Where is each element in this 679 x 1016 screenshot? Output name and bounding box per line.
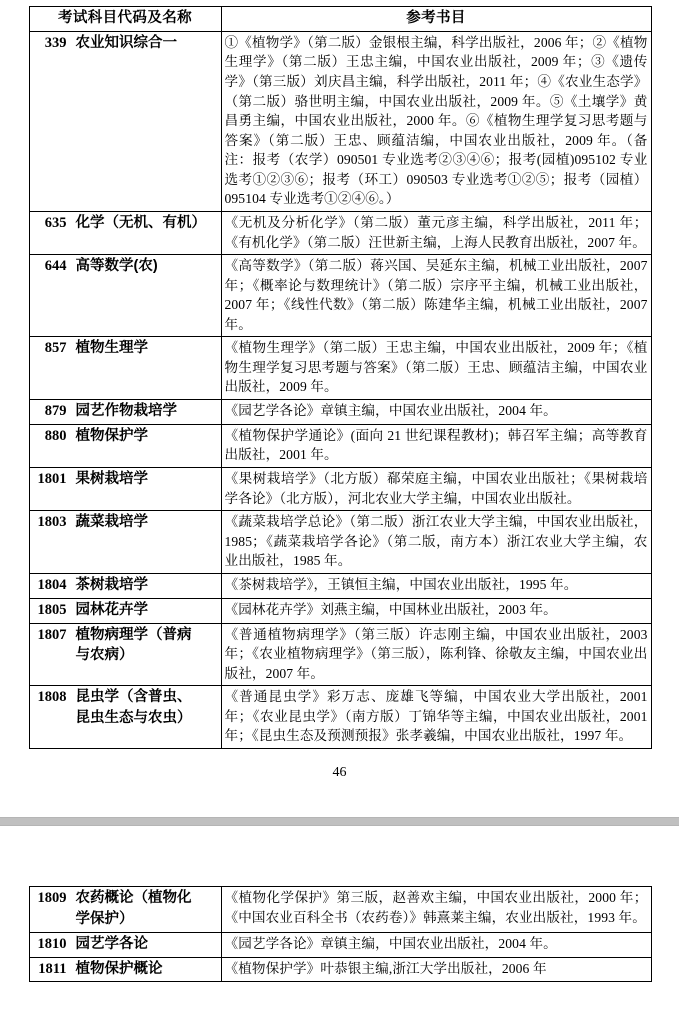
exam-subjects-table-bottom [29, 886, 652, 983]
subject-code-name-cell [29, 932, 221, 957]
subject-name [76, 625, 192, 667]
subject-code: 1810 [37, 935, 67, 952]
subject-code: 1807 [37, 626, 67, 643]
table-row [29, 211, 651, 254]
subject-name-line: 学保护） [75, 910, 134, 927]
subject-code: 879 [44, 403, 67, 419]
subject-code-name-cell [29, 211, 221, 254]
subject-name-line: 植物保护概论 [75, 960, 163, 977]
subject-name-line: 植物保护学 [75, 427, 148, 444]
reference-books-cell: 《无机及分析化学》（第二版）董元彦主编，科学出版社，2011 年；《有机化学》（第二版）汪世新主编，上海人民教育出版社，2007 年。 [221, 211, 651, 254]
top-table-wrapper [29, 6, 651, 749]
subject-name [76, 512, 149, 533]
subject-code: 1808 [37, 689, 67, 706]
subject-code: 644 [44, 258, 67, 275]
table-row [29, 255, 651, 337]
reference-books-cell: 《园林花卉学》刘燕主编，中国林业出版社，2003 年。 [221, 598, 651, 623]
table-row [29, 623, 651, 686]
subject-name-line: 茶树栽培学 [75, 576, 148, 593]
subject-code: 1809 [37, 889, 67, 906]
reference-books-cell: 《高等数学》（第二版）蒋兴国、吴延东主编，机械工业出版社，2007 年；《概率论与数理统计》（第二版）宗序平主编，机械工业出版社，2007 年；《线性代数》（第二版）陈建华主编，机械工业出版社，2007 年。 [221, 255, 651, 337]
table-row [29, 337, 651, 400]
subject-name-line: 高等数学(农) [75, 258, 158, 275]
subject-name-line: 农业知识综合一 [75, 34, 177, 51]
header-reference-books: 参考书目 [221, 7, 651, 32]
reference-books-cell: 《园艺学各论》章镇主编，中国农业出版社，2004 年。 [221, 932, 651, 957]
subject-name [76, 213, 207, 234]
reference-books-cell: 《果树栽培学》（北方版）郗荣庭主编，中国农业出版社；《果树栽培学各论》（北方版），河北农业大学主编，中国农业出版社。 [221, 468, 651, 511]
subject-name-line: 园艺作物栽培学 [75, 403, 177, 419]
header-subject-code-name: 考试科目代码及名称 [29, 7, 221, 32]
subject-code: 857 [44, 340, 67, 357]
exam-subjects-table-top [29, 6, 652, 749]
subject-name-line: 植物生理学 [75, 340, 148, 357]
table-body [29, 31, 651, 748]
table-row [29, 424, 651, 467]
subject-name [76, 401, 178, 422]
page-separator-bar [0, 817, 679, 826]
subject-name [76, 888, 192, 930]
subject-name [76, 33, 178, 54]
subject-code-name-cell [29, 686, 221, 749]
table-row [29, 932, 651, 957]
subject-code: 1801 [37, 471, 67, 487]
reference-books-cell: 《普通昆虫学》彩万志、庞雄飞等编，中国农业大学出版社，2001 年；《农业昆虫学》（南方版）丁锦华等主编，中国农业出版社，2001 年；《昆虫生态及预测预报》张孝羲编，中国农业出版社，1997 年。 [221, 686, 651, 749]
subject-name-line: 蔬菜栽培学 [75, 514, 148, 531]
subject-code-name-cell [29, 468, 221, 511]
subject-code: 635 [44, 214, 67, 231]
reference-books-cell: 《茶树栽培学》，王镇恒主编，中国农业出版社，1995 年。 [221, 573, 651, 598]
reference-books-cell: 《蔬菜栽培学总论》（第二版）浙江农业大学主编，中国农业出版社，1985；《蔬菜栽培学各论》（第二版，南方本）浙江农业大学主编，农业出版社，1985 年。 [221, 511, 651, 574]
page-bottom-margin [0, 781, 679, 817]
document-page-47 [0, 886, 679, 983]
subject-name-line: 园艺学各论 [75, 935, 148, 952]
table-row [29, 31, 651, 211]
reference-books-cell: 《植物生理学》（第二版）王忠主编，中国农业出版社，2009 年；《植物生理学复习思考题与答案》（第二版）王忠、顾蕴洁主编，中国农业出版社，2009 年。 [221, 337, 651, 400]
subject-code: 1805 [37, 601, 67, 618]
next-page-top-margin [0, 826, 679, 886]
table-row [29, 957, 651, 982]
subject-code: 1811 [38, 960, 67, 977]
table-row [29, 400, 651, 425]
subject-code-name-cell [29, 255, 221, 337]
subject-name-line: 园林花卉学 [75, 601, 148, 618]
subject-code: 880 [44, 427, 67, 444]
subject-code-name-cell [29, 598, 221, 623]
subject-name-line: 果树栽培学 [75, 471, 148, 487]
subject-code-name-cell [29, 400, 221, 425]
table-header-row [29, 7, 651, 32]
subject-name [76, 469, 149, 490]
subject-name [76, 256, 158, 277]
reference-books-cell: 《植物保护学》叶恭银主编,浙江大学出版社，2006 年 [221, 957, 651, 982]
subject-name-line: 与农病） [75, 647, 134, 664]
subject-name [76, 338, 149, 359]
bottom-table-wrapper [29, 886, 651, 983]
subject-name-line: 农药概论（植物化 [75, 889, 192, 906]
subject-name [76, 934, 149, 955]
table-body [29, 886, 651, 982]
reference-books-cell: 《植物保护学通论》(面向 21 世纪课程教材)；韩召军主编；高等教育出版社，2001 年。 [221, 424, 651, 467]
subject-name-line: 昆虫学（含普虫、 [75, 689, 192, 706]
reference-books-cell: 《园艺学各论》章镇主编，中国农业出版社，2004 年。 [221, 400, 651, 425]
subject-code-name-cell [29, 337, 221, 400]
subject-code: 1803 [37, 514, 67, 531]
subject-name [76, 959, 163, 980]
subject-code-name-cell [29, 957, 221, 982]
reference-books-cell: 《普通植物病理学》（第三版）许志刚主编，中国农业出版社，2003 年；《农业植物病理学》（第三版），陈利锋、徐敬友主编，中国农业出版社，2007 年。 [221, 623, 651, 686]
subject-name-line: 昆虫生态与农虫） [75, 710, 192, 727]
table-row [29, 686, 651, 749]
subject-name [76, 687, 192, 729]
subject-code: 339 [44, 34, 67, 51]
reference-books-cell: ①《植物学》（第二版）金银根主编，科学出版社，2006 年；②《植物生理学》（第二版）王忠主编，中国农业出版社，2009 年；③《遗传学》（第三版）刘庆昌主编，科学出版社，2011 年；④《农业生态学》（第二版）骆世明主编，中国农业出版社，2009 年。⑤《土壤学》黄昌勇主编，中国农业出版社，2000 年。⑥《植物生理学复习思考题与答案》（第二版）王忠、顾蕴洁编，中国农业出版社，2009 年。（备注：报考（农学）090501 专业选考②③④⑥；报考(园植)095102 专业选考①②③⑥；报考（环工）090503 专业选考①②⑤；报考（园植）095104 专业选考①②④⑥。） [221, 31, 651, 211]
subject-name-line: 化学（无机、有机） [75, 214, 206, 231]
table-row [29, 468, 651, 511]
subject-code: 1804 [37, 576, 67, 593]
subject-name [76, 575, 149, 596]
subject-code-name-cell [29, 31, 221, 211]
table-row [29, 886, 651, 932]
subject-code-name-cell [29, 886, 221, 932]
subject-name [76, 600, 149, 621]
page-number: 46 [332, 764, 347, 780]
subject-code-name-cell [29, 424, 221, 467]
table-row [29, 573, 651, 598]
subject-code-name-cell [29, 623, 221, 686]
subject-code-name-cell [29, 511, 221, 574]
subject-code-name-cell [29, 573, 221, 598]
table-row [29, 598, 651, 623]
table-row [29, 511, 651, 574]
subject-name [76, 426, 149, 447]
table-header [29, 7, 651, 32]
subject-name-line: 植物病理学（普病 [75, 626, 192, 643]
reference-books-cell: 《植物化学保护》第三版，赵善欢主编，中国农业出版社，2000 年；《中国农业百科全书（农药卷）》韩熹莱主编，农业出版社，1993 年。 [221, 886, 651, 932]
